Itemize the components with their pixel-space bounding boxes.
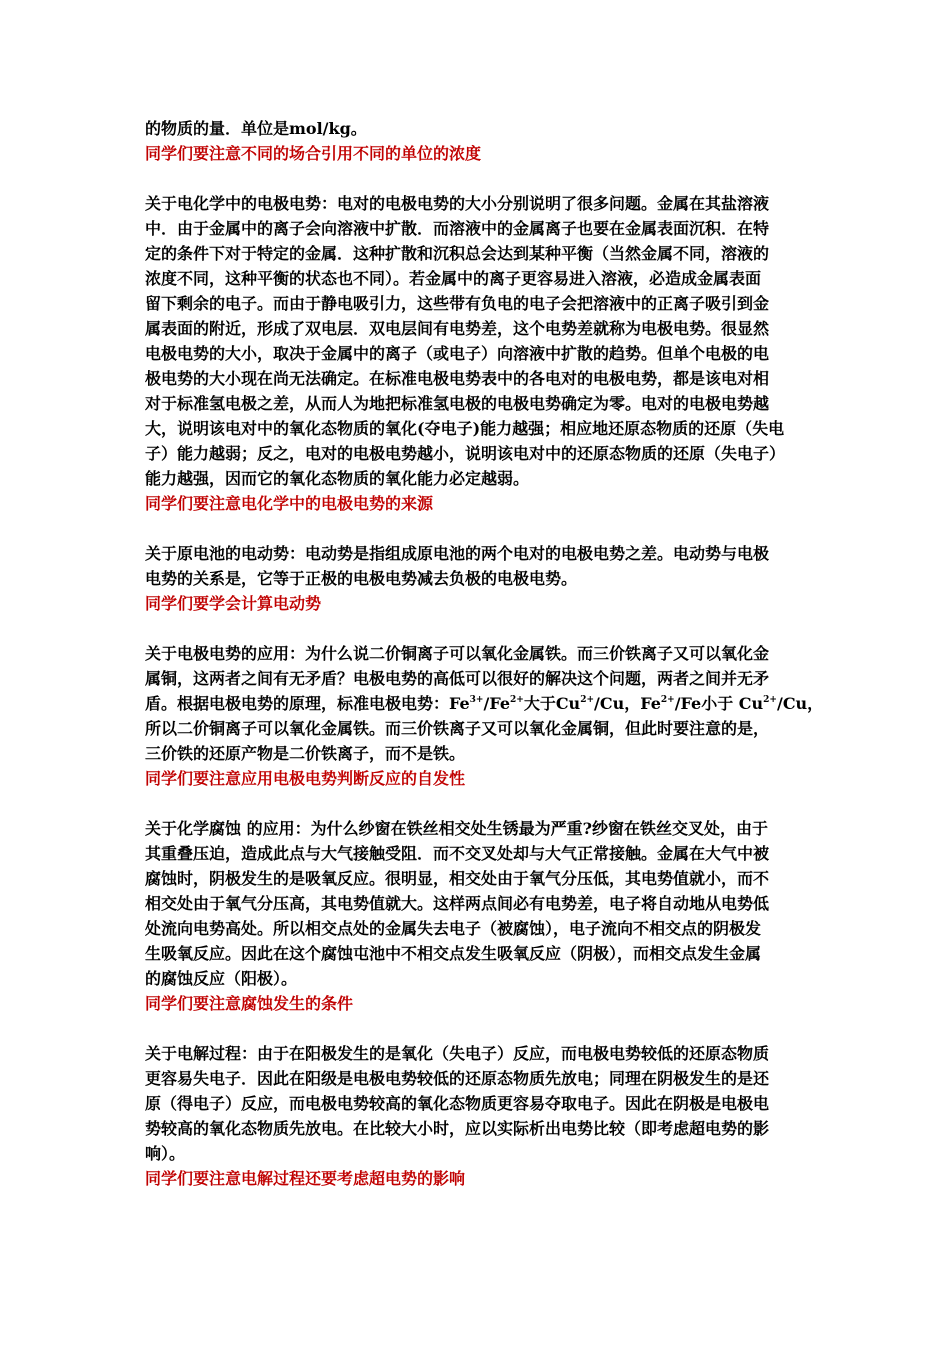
paragraph-gap — [145, 516, 813, 541]
electrolysis-paragraph — [145, 1041, 813, 1166]
text-line: 腐蚀时，阴极发生的是吸氧反应。很明显，相交处由于氧气分压低，其电势值就小，而不 — [145, 869, 770, 888]
text-line: 极电势的大小现在尚无法确定。在标准电极电势表中的各电对的电极电势，都是该电对相 — [145, 369, 770, 388]
electrolysis-note: 同学们要注意电解过程还要考虑超电势的影响 — [145, 1169, 466, 1188]
formula-part: /Cu，Fe — [594, 694, 661, 713]
text-line: 原（得电子）反应，而电极电势较高的氧化态物质更容易夺取电子。因此在阴极是电极电 — [145, 1094, 770, 1113]
formula-part: 大于Cu — [523, 694, 581, 713]
formula-part: /Fe — [483, 694, 510, 713]
text-line: 处流向电势高处。所以相交点处的金属失去电子（被腐蚀），电子流向不相交点的阴极发 — [145, 919, 762, 938]
text-line: 相交处由于氧气分压高，其电势值就大。这样两点间必有电势差，电子将自动地从电势低 — [145, 894, 770, 913]
intro-line: 的物质的量．单位是mol/kg。 — [145, 119, 367, 138]
paragraph-gap — [145, 791, 813, 816]
formula-part: /Fe小于 Cu — [674, 694, 764, 713]
charge-superscript: 2+ — [510, 694, 524, 705]
text-line: 子）能力越弱；反之，电对的电极电势越小，说明该电对中的还原态物质的还原（失电子） — [145, 444, 786, 463]
text-line: 所以二价铜离子可以氧化金属铁。而三价铁离子又可以氧化金属铜，但此时要注意的是， — [145, 719, 770, 738]
text-line: 响）。 — [145, 1144, 186, 1163]
text-line: 关于电解过程：由于在阳极发生的是氧化（失电子）反应，而电极电势较低的还原态物质 — [145, 1044, 770, 1063]
text-line: 属表面的附近，形成了双电层．双电层间有电势差，这个电势差就称为电极电势。很显然 — [145, 319, 770, 338]
emf-note: 同学们要学会计算电动势 — [145, 594, 322, 613]
corrosion-paragraph — [145, 816, 813, 991]
text-line: 势较高的氧化态物质先放电。在比较大小时，应以实际析出电势比较（即考虑超电势的影 — [145, 1119, 770, 1138]
electrode-potential-note: 同学们要注意电化学中的电极电势的来源 — [145, 494, 434, 513]
text-line: 关于化学腐蚀 的应用：为什么纱窗在铁丝相交处生锈最为严重?纱窗在铁丝交叉处，由于 — [145, 819, 768, 838]
paragraph-gap — [145, 166, 813, 191]
text-line: 浓度不同，这种平衡的状态也不同）。若金属中的离子更容易进入溶液，必造成金属表面 — [145, 269, 762, 288]
charge-superscript: 2+ — [660, 694, 675, 705]
text-line: 大，说明该电对中的氧化态物质的氧化(夺电子)能力越强；相应地还原态物质的还原（失电 — [145, 419, 785, 438]
text-line: 留下剩余的电子。而由于静电吸引力，这些带有负电的电子会把溶液中的正离子吸引到金 — [145, 294, 770, 313]
application-note: 同学们要注意应用电极电势判断反应的自发性 — [145, 769, 466, 788]
paragraph-gap — [145, 1016, 813, 1041]
formula-line — [145, 691, 824, 716]
paragraph-gap — [145, 616, 813, 641]
text-line: 定的条件下对于特定的金属．这种扩散和沉积总会达到某种平衡（当然金属不同，溶液的 — [145, 244, 770, 263]
charge-superscript: 3+ — [469, 694, 484, 705]
formula-part: /Cu， — [776, 694, 824, 713]
charge-superscript: 2+ — [763, 694, 777, 705]
corrosion-note: 同学们要注意腐蚀发生的条件 — [145, 994, 354, 1013]
text-line: 电极电势的大小，取决于金属中的离子（或电子）向溶液中扩散的趋势。但单个电极的电 — [145, 344, 770, 363]
electrode-potential-paragraph — [145, 191, 813, 491]
charge-superscript: 2+ — [580, 694, 594, 705]
emf-paragraph — [145, 541, 813, 591]
text-line: 三价铁的还原产物是二价铁离子，而不是铁。 — [145, 744, 466, 763]
formula-prefix: 盾。根据电极电势的原理，标准电极电势：Fe — [145, 694, 470, 713]
text-line: 电势的关系是，它等于正极的电极电势减去负极的电极电势。 — [145, 569, 578, 588]
intro-note: 同学们要注意不同的场合引用不同的单位的浓度 — [145, 144, 482, 163]
text-line: 更容易失电子．因此在阳级是电极电势较低的还原态物质先放电；同理在阴极发生的是还 — [145, 1069, 770, 1088]
application-paragraph — [145, 641, 824, 766]
text-line: 的腐蚀反应（阳极）。 — [145, 969, 298, 988]
text-line: 生吸氧反应。因此在这个腐蚀屯池中不相交点发生吸氧反应（阴极），而相交点发生金属 — [145, 944, 762, 963]
text-line: 关于电化学中的电极电势：电对的电极电势的大小分别说明了很多问题。金属在其盐溶液 — [145, 194, 770, 213]
text-line: 中．由于金属中的离子会向溶液中扩散．而溶液中的金属离子也要在金属表面沉积．在特 — [145, 219, 770, 238]
text-line: 关于电极电势的应用：为什么说二价铜离子可以氧化金属铁。而三价铁离子又可以氧化金 — [145, 644, 770, 663]
text-line: 关于原电池的电动势：电动势是指组成原电池的两个电对的电极电势之差。电动势与电极 — [145, 544, 770, 563]
document-page — [145, 116, 824, 1191]
text-line: 对于标准氢电极之差，从而人为地把标准氢电极的电极电势确定为零。电对的电极电势越 — [145, 394, 770, 413]
text-line: 属铜，这两者之间有无矛盾？电极电势的高低可以很好的解决这个问题，两者之间并无矛 — [145, 669, 770, 688]
text-line: 其重叠压迫，造成此点与大气接触受阻．而不交叉处却与大气正常接触。金属在大气中被 — [145, 844, 770, 863]
text-line: 能力越强，因而它的氧化态物质的氧化能力必定越弱。 — [145, 469, 530, 488]
